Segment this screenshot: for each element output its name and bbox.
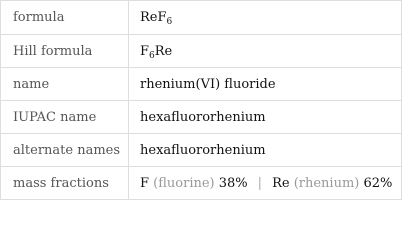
- mass-fractions-value: [129, 167, 402, 200]
- table-row-formula: [1, 1, 402, 35]
- formula-chem: [140, 10, 172, 25]
- fraction-percent: 62%: [363, 175, 393, 191]
- fraction-separator: |: [257, 175, 263, 191]
- table-row-hill-formula: [1, 35, 402, 68]
- table-row-alternate-names: [1, 134, 402, 167]
- hill-formula-value: [129, 35, 402, 68]
- name-value: rhenium(VI) fluoride: [129, 68, 402, 101]
- alternate-names-label: alternate names: [1, 134, 129, 167]
- table-row-mass-fractions: [1, 167, 402, 200]
- table-row-name: [1, 68, 402, 101]
- formula-base: ReF: [140, 10, 167, 25]
- hill-formula-label: Hill formula: [1, 35, 129, 68]
- formula-subscript: 6: [166, 17, 173, 27]
- hill-formula-subscript: 6: [149, 50, 155, 61]
- mass-fractions-label: mass fractions: [1, 167, 129, 200]
- formula-label: formula: [1, 1, 129, 35]
- fraction-fluorine: [140, 176, 248, 191]
- name-label: name: [1, 68, 129, 101]
- fraction-element-name: (rhenium): [293, 175, 360, 191]
- fraction-percent: 38%: [218, 175, 248, 191]
- fraction-element-name: (fluorine): [153, 175, 215, 191]
- iupac-name-value: hexafluororhenium: [129, 101, 402, 134]
- table-row-iupac-name: [1, 101, 402, 134]
- alternate-names-value: hexafluororhenium: [129, 134, 402, 167]
- hill-formula-chem: [140, 44, 172, 59]
- formula-value: [129, 1, 402, 35]
- iupac-name-label: IUPAC name: [1, 101, 129, 134]
- hill-formula-element-f: F: [140, 43, 150, 59]
- fraction-rhenium: [272, 176, 392, 191]
- hill-formula-element-re: Re: [154, 43, 173, 59]
- fraction-symbol: F: [140, 175, 150, 191]
- fraction-symbol: Re: [272, 175, 290, 191]
